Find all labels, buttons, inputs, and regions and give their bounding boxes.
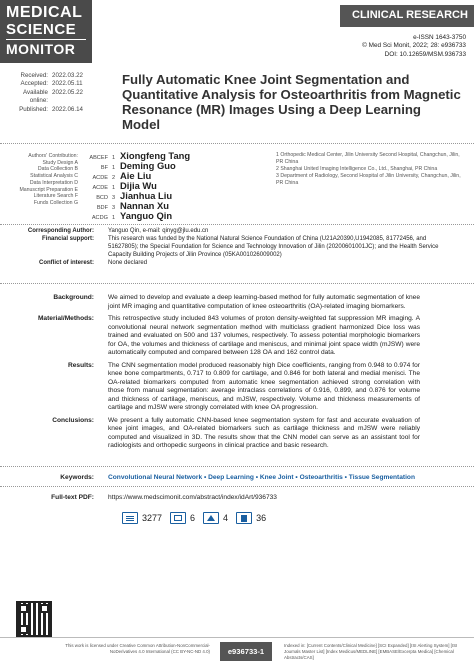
- author-row: [82, 150, 262, 160]
- keywords-value: Convolutional Neural Network • Deep Learning • Knee Joint • Osteoarthritis • Tissue Segmentation: [108, 474, 415, 481]
- author-name: Deming Guo: [120, 160, 176, 171]
- stat-value: 36: [256, 513, 267, 523]
- abstract: [4, 294, 470, 455]
- date-label: Published:: [19, 105, 48, 113]
- financial-support-row: [4, 236, 470, 259]
- author-affiliation-number: 3: [112, 195, 116, 201]
- license-text: This work is licensed under Creative Common Attribution-NonCommercial-NoDerivatives 4.0 International (CC BY-NC-ND 4.0): [65, 643, 210, 654]
- figures-icon: [203, 512, 219, 524]
- stat-value: 3277: [142, 513, 163, 523]
- fulltext-label: Full-text PDF:: [51, 494, 94, 501]
- stat-words: [122, 512, 162, 524]
- author-contribution: ACDE: [92, 185, 108, 191]
- author-contribution: ACDG: [91, 215, 108, 221]
- page-footer: [0, 637, 474, 664]
- qr-code: [16, 601, 52, 637]
- date-label: Available online:: [23, 88, 48, 105]
- affiliation: 3 Department of Radiology, Second Hospital of Jilin University, Changchun, Jilin, PR China: [276, 172, 461, 186]
- abstract-methods: [4, 315, 470, 358]
- divider: [0, 283, 474, 284]
- eissn: e-ISSN 1643-3750: [413, 34, 466, 41]
- stat-figures: [203, 512, 228, 524]
- article-dates: [4, 72, 116, 114]
- author-row: [82, 170, 262, 180]
- article-info: [4, 228, 470, 269]
- abstract-text: The CNN segmentation model produced reasonably high Dice coefficients, ranging from 0.948 to 0.974 for knee bone compartments, 0.717 to 0.809 for cartilage, and 0.846 for both lateral and medial menisci. The OA-related biomarkers computed from automatic knee segmentation achieved strong correlation with those from manual segmentation: average intraclass correlations of 0.916, 0.899, and 0.876 for volume and thickness of cartilage, meniscus, and mJSW, respectively. Volume and thickness measurements of cartilage and mJSW were strongly correlated with knee OA progression.: [108, 361, 420, 411]
- stat-references: [236, 512, 266, 524]
- indexing-text: Indexed in: [Current Contents/Clinical Medicine] [SCI Expanded] [ISI Alerting System] [ISI Journals Master List] [Index Medicus/MEDLINE] [EMBASE/Excerpta Medica] [Chemical Abstracts/CAS]: [284, 643, 458, 660]
- contribution-legend: [4, 153, 78, 207]
- author-name: Dijia Wu: [120, 180, 157, 191]
- logo-line-3: MONITOR: [6, 39, 86, 58]
- logo-line-2: SCIENCE: [6, 21, 77, 38]
- affiliation: 1 Orthopedic Medical Center, Jilin University Second Hospital, Changchun, Jilin, PR China: [276, 152, 460, 165]
- author-contribution: BCD: [96, 195, 108, 201]
- references-icon: [236, 512, 252, 524]
- divider: [0, 466, 474, 467]
- author-affiliation-number: 1: [112, 155, 116, 161]
- author-name: Aie Liu: [120, 170, 152, 181]
- contribution-label: Manuscript Preparation E: [19, 186, 78, 193]
- qr-finder: [19, 625, 28, 634]
- divider: [0, 224, 474, 225]
- article-number: e936733-1: [220, 642, 272, 661]
- date-row: [4, 80, 116, 88]
- contribution-label: Funds Collection G: [33, 199, 78, 206]
- abstract-conclusions: [4, 417, 470, 451]
- author-contribution: ACDE: [92, 175, 108, 181]
- info-value: Yanguo Qin, e-mail: qinyg@jlu.edu.cn: [108, 228, 209, 234]
- date-value: 2022.05.11: [52, 80, 83, 88]
- abstract-text: This retrospective study included 843 volumes of proton density-weighted fat suppression MR imaging. A convolutional neural network segmentation method with multiclass gradient harmonized Dice loss was trained and evaluated on 500 and 137 volumes, respectively. To assess potential morphologic biomarkers for OA, the volumes and thickness of cartilage and meniscus, and minimal joint space width (mJSW) were automatically computed and compared between 128 OA and 162 control data.: [108, 315, 420, 356]
- author-affiliation-number: 1: [112, 165, 116, 171]
- contribution-label: Study Design A: [42, 159, 78, 166]
- author-affiliation-number: 1: [112, 215, 116, 221]
- fulltext-link[interactable]: https://www.medscimonit.com/abstract/index/idArt/936733: [108, 494, 277, 501]
- author-row: [82, 210, 262, 220]
- author-name: Nannan Xu: [120, 200, 169, 211]
- citation: © Med Sci Monit, 2022; 28: e936733: [362, 42, 466, 50]
- journal-logo: [0, 0, 92, 63]
- tables-icon: [170, 512, 186, 524]
- conflict-of-interest-row: [4, 260, 470, 268]
- abstract-label: Conclusions:: [52, 416, 94, 424]
- qr-finder: [19, 604, 28, 613]
- author-contribution: BF: [100, 165, 108, 171]
- section-label: CLINICAL RESEARCH: [352, 9, 468, 21]
- abstract-results: [4, 362, 470, 413]
- author-name: Jianhua Liu: [120, 190, 173, 201]
- corresponding-author-row: [4, 228, 470, 236]
- contribution-label: Literature Search F: [33, 193, 78, 200]
- divider: [0, 486, 474, 487]
- keywords-label: Keywords:: [60, 474, 94, 481]
- affiliation: 2 Shanghai United Imaging Intelligence Co., Ltd., Shanghai, PR China: [276, 165, 438, 172]
- abstract-text: We present a fully automatic CNN-based knee segmentation system for fast and accurate evaluation of knee joint images, and OA-related biomarkers such as cartilage thickness and mJSW were reliably computed and visualized in 3D. The results show that the CNN model can serve as an assistant tool for radiologists and orthopedic surgeons in clinical practice and basic research.: [108, 416, 420, 449]
- date-label: Received:: [20, 72, 48, 79]
- author-row: [82, 190, 262, 200]
- author-contribution: ABCEF: [89, 155, 108, 161]
- author-row: [82, 180, 262, 190]
- author-contribution: BDF: [96, 205, 108, 211]
- keywords-row: [4, 473, 470, 482]
- article-stats: [122, 512, 266, 524]
- author-row: [82, 200, 262, 210]
- author-affiliation-number: 1: [112, 185, 116, 191]
- section-band: [340, 5, 474, 27]
- abstract-text: We aimed to develop and evaluate a deep learning-based method for fully automatic segmentation of knee joint MR imaging and quantitative computation of knee osteoarthritis (OA)-related imaging biomarkers.: [108, 294, 420, 310]
- contribution-label: Statistical Analysis C: [30, 173, 78, 180]
- affiliation-list: [276, 152, 466, 187]
- fulltext-row: [4, 493, 470, 502]
- abstract-background: [4, 294, 470, 311]
- abstract-label: Material/Methods:: [37, 315, 94, 322]
- author-name: Yanguo Qin: [120, 210, 173, 221]
- info-value: This research was funded by the National Natural Science Foundation of China (U21A20390,U1942085, 81772456, and 51627805); the Special Foundation for Science and Technology Innovation of Jilin (20200601001JC); and the Health Service Capacity Building Projects of Jilin Province (05KA001026009002): [108, 236, 439, 258]
- date-row: [4, 72, 116, 80]
- journal-meta: [306, 34, 466, 59]
- contribution-label: Data Collection B: [37, 166, 78, 173]
- stat-value: 6: [190, 513, 196, 523]
- date-value: 2022.05.22: [52, 88, 83, 96]
- info-label: Corresponding Author:: [27, 228, 94, 234]
- contribution-label: Authors' Contribution:: [28, 153, 78, 159]
- date-label: Accepted:: [20, 80, 48, 88]
- date-value: 2022.03.22: [52, 72, 83, 79]
- stat-tables: [170, 512, 195, 524]
- logo-line-1: MEDICAL: [6, 4, 83, 21]
- abstract-label: Background:: [53, 294, 94, 301]
- date-row: [4, 106, 116, 114]
- date-value: 2022.06.14: [52, 105, 83, 113]
- article-title: Fully Automatic Knee Joint Segmentation and Quantitative Analysis for Osteoarthritis from Magnetic Resonance (MR) Images Using a Deep Learning Model: [122, 72, 461, 132]
- word-count-icon: [122, 512, 138, 524]
- author-affiliation-number: 2: [112, 175, 116, 181]
- contribution-label: Data Interpretation D: [29, 179, 78, 186]
- info-label: Conflict of interest:: [39, 260, 94, 267]
- author-list: [82, 150, 262, 220]
- info-value: None declared: [108, 260, 148, 267]
- stat-value: 4: [223, 513, 229, 523]
- author-affiliation-number: 3: [112, 205, 116, 211]
- author-row: [82, 160, 262, 170]
- info-label: Financial support:: [41, 236, 94, 243]
- divider: [0, 143, 474, 144]
- qr-finder: [40, 604, 49, 613]
- doi[interactable]: DOI: 10.12659/MSM.936733: [384, 50, 466, 58]
- author-name: Xiongfeng Tang: [120, 150, 191, 161]
- date-row: [4, 89, 116, 106]
- abstract-label: Results:: [67, 361, 94, 369]
